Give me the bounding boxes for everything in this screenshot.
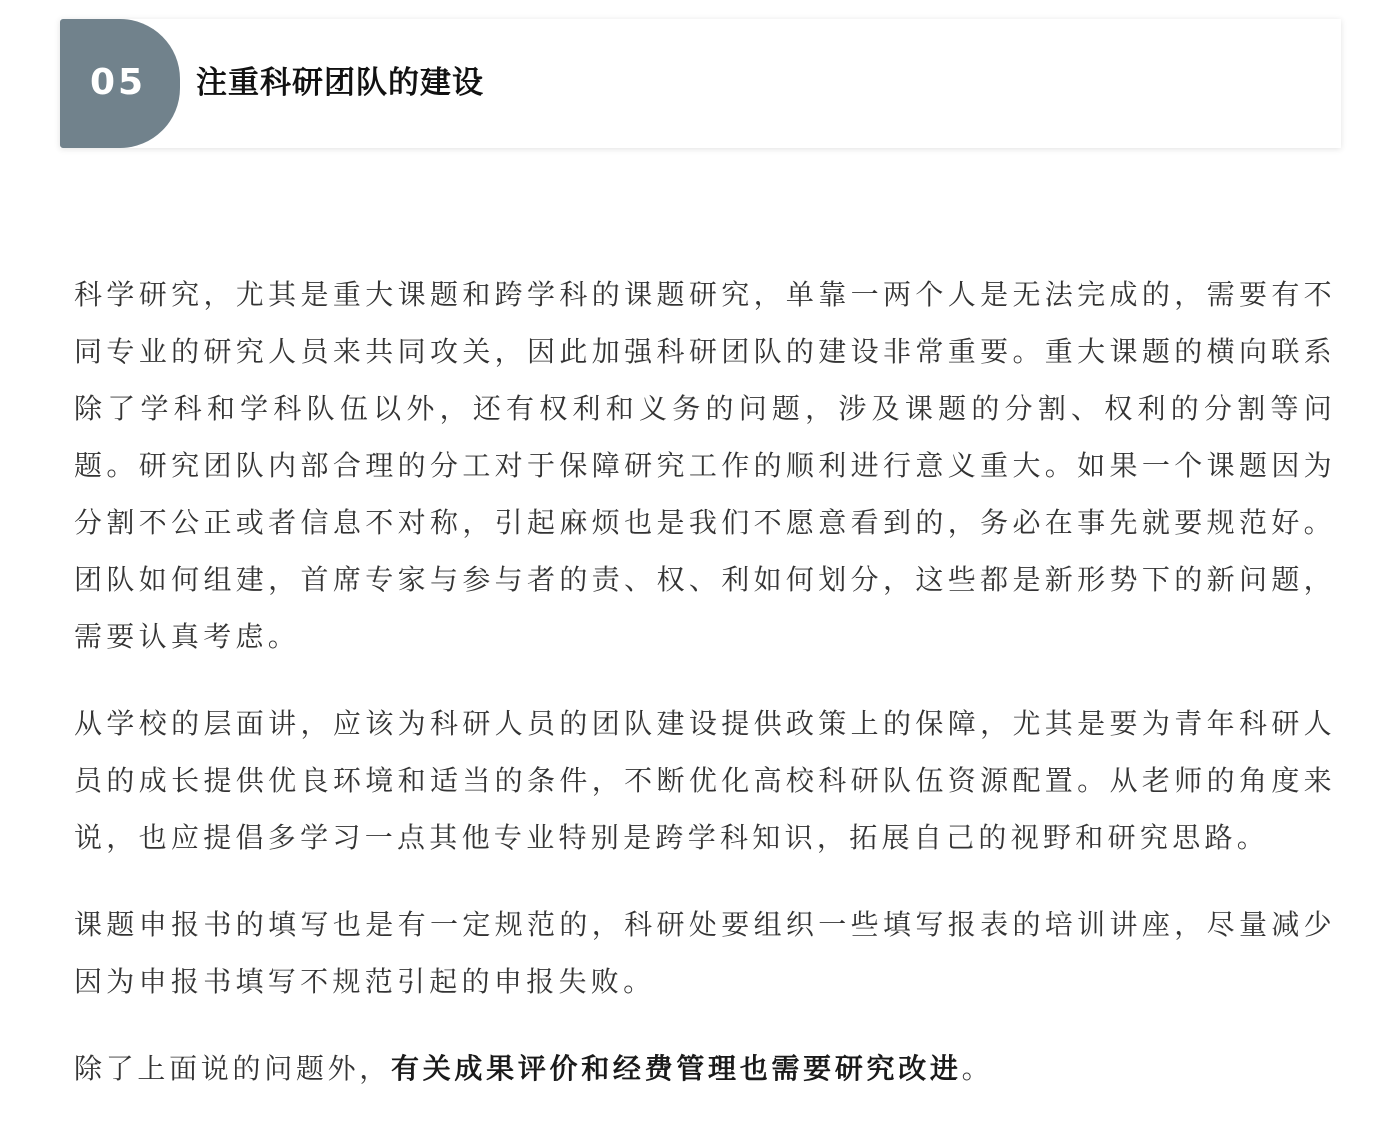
article-body xyxy=(74,266,1336,1127)
paragraph-closing xyxy=(74,1040,1336,1097)
closing-end: 。 xyxy=(961,1052,994,1085)
section-title: 注重科研团队的建设 xyxy=(196,65,484,101)
paragraph-school-level: 从学校的层面讲，应该为科研人员的团队建设提供政策上的保障，尤其是要为青年科研人员的成长提供优良环境和适当的条件，不断优化高校科研队伍资源配置。从老师的角度来说，也应提倡多学习一点其他专业特别是跨学科知识，拓展自己的视野和研究思路。 xyxy=(74,707,1336,854)
section-number: 05 xyxy=(89,62,147,103)
closing-lead: 除了上面说的问题外， xyxy=(74,1052,392,1085)
section-header xyxy=(60,19,1341,148)
closing-emphasis: 有关成果评价和经费管理也需要研究改进 xyxy=(391,1052,962,1085)
section-number-badge xyxy=(60,19,180,148)
paragraph-team-building: 科学研究，尤其是重大课题和跨学科的课题研究，单靠一两个人是无法完成的，需要有不同专业的研究人员来共同攻关，因此加强科研团队的建设非常重要。重大课题的横向联系除了学科和学科队伍以外，还有权利和义务的问题，涉及课题的分割、权利的分割等问题。研究团队内部合理的分工对于保障研究工作的顺利进行意义重大。如果一个课题因为分割不公正或者信息不对称，引起麻烦也是我们不愿意看到的，务必在事先就要规范好。团队如何组建，首席专家与参与者的责、权、利如何划分，这些都是新形势下的新问题，需要认真考虑。 xyxy=(74,278,1336,653)
paragraph-application-form: 课题申报书的填写也是有一定规范的，科研处要组织一些填写报表的培训讲座，尽量减少因为申报书填写不规范引起的申报失败。 xyxy=(74,908,1336,998)
